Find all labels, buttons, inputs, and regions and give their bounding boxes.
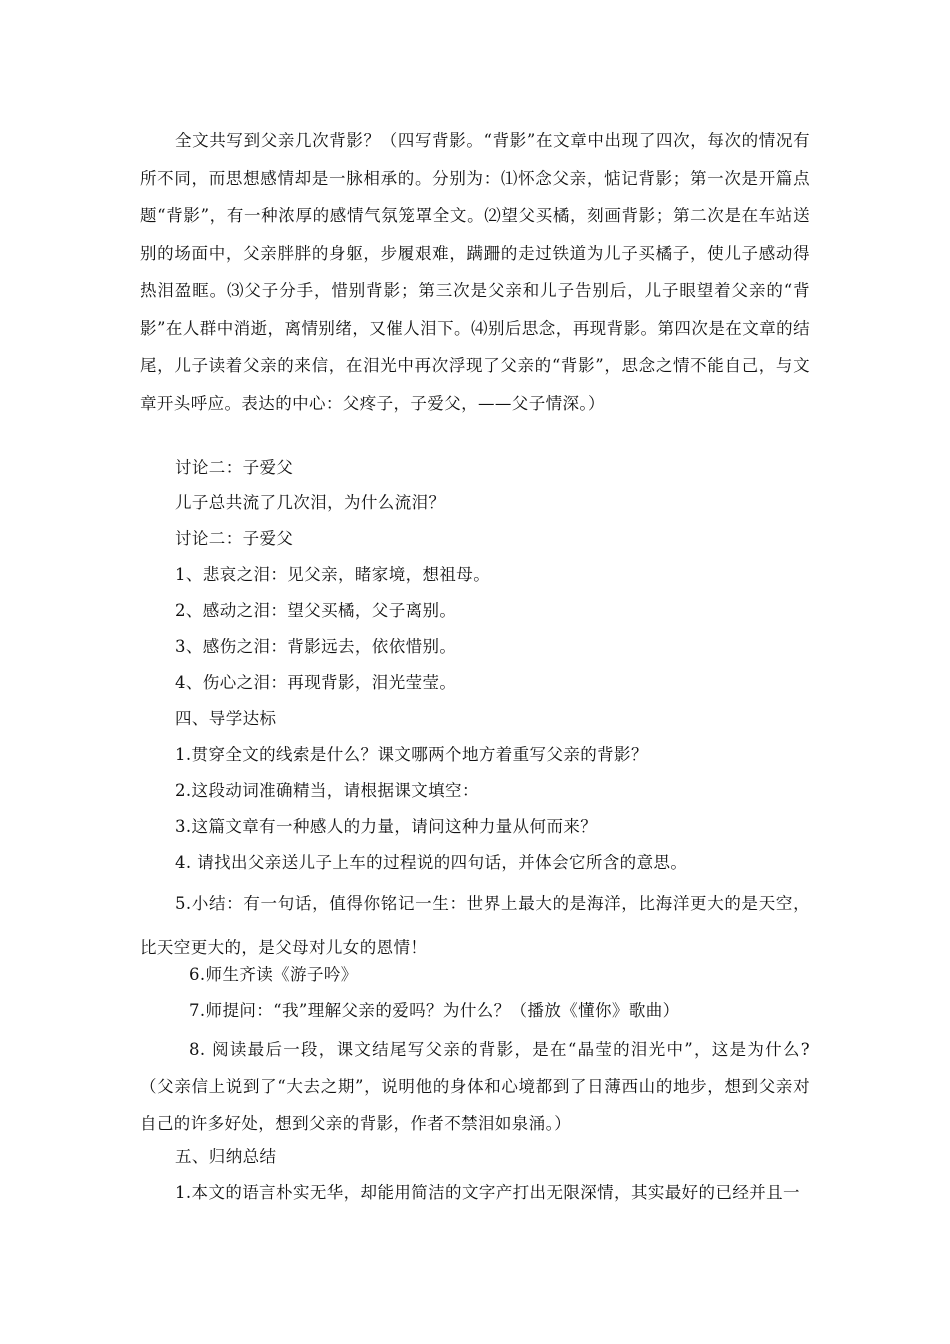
list-item: 2.这段动词准确精当，请根据课文填空： [175,781,479,800]
list-item: 4、伤心之泪：再现背影，泪光莹莹。 [175,673,457,692]
list-item: 2、感动之泪：望父买橘，父子离别。 [175,601,457,620]
list-item: 7.师提问：“我”理解父亲的爱吗？为什么？（播放《懂你》歌曲） [189,1001,680,1020]
list-item: 1.贯穿全文的线索是什么？课文哪两个地方着重写父亲的背影？ [175,745,648,764]
list-item: 3、感伤之泪：背影远去，依依惜别。 [175,637,457,656]
list-item: 1、悲哀之泪：见父亲，睹家境，想祖母。 [175,565,491,584]
discussion-heading: 讨论二：子爱父 [175,529,294,548]
list-item: 4. 请找出父亲送儿子上车的过程说的四句话，并体会它所含的意思。 [175,853,688,872]
list-item: 5.小结：有一句话，值得你铭记一生：世界上最大的是海洋，比海洋更大的是天空，比天空更大的，是父母对儿女的恩情！ [140,894,810,957]
discussion-heading: 讨论二：子爱父 [175,458,294,477]
question-tears: 儿子总共流了几次泪，为什么流泪？ [175,493,446,512]
section-heading: 四、导学达标 [175,709,277,728]
list-item: 3.这篇文章有一种感人的力量，请问这种力量从何而来？ [175,817,598,836]
section-heading: 五、归纳总结 [175,1147,277,1166]
list-item: 6.师生齐读《游子吟》 [189,965,358,984]
list-item: 1.本文的语言朴实无华，却能用简洁的文字产打出无限深情，其实最好的已经并且一 [175,1183,800,1202]
intro-paragraph: 全文共写到父亲几次背影？（四写背影。“背影”在文章中出现了四次，每次的情况有所不同，而思想感情却是一脉相承的。分别为：⑴怀念父亲，惦记背影；第一次是开篇点题“背影”，有一种浓厚的感情气氛笼罩全文。⑵望父买橘，刻画背影；第二次是在车站送别的场面中，父亲胖胖的身躯，步履艰难，蹒跚的走过铁道为儿子买橘子，使儿子感动得热泪盈眶。⑶父子分手，惜别背影；第三次是父亲和儿子告别后，儿子眼望着父亲的“背影”在人群中消逝，离情别绪，又催人泪下。⑷别后思念，再现背影。第四次是在文章的结尾，儿子读着父亲的来信，在泪光中再次浮现了父亲的“背影”，思念之情不能自己，与文章开头呼应。表达的中心：父疼子，子爱父，——父子情深。） [140,131,810,413]
list-item: 8. 阅读最后一段，课文结尾写父亲的背影，是在“晶莹的泪光中”，这是为什么?（父亲信上说到了“大去之期”，说明他的身体和心境都到了日薄西山的地步，想到父亲对自己的许多好处，想到父亲的背影，作者不禁泪如泉涌。） [140,1040,810,1133]
